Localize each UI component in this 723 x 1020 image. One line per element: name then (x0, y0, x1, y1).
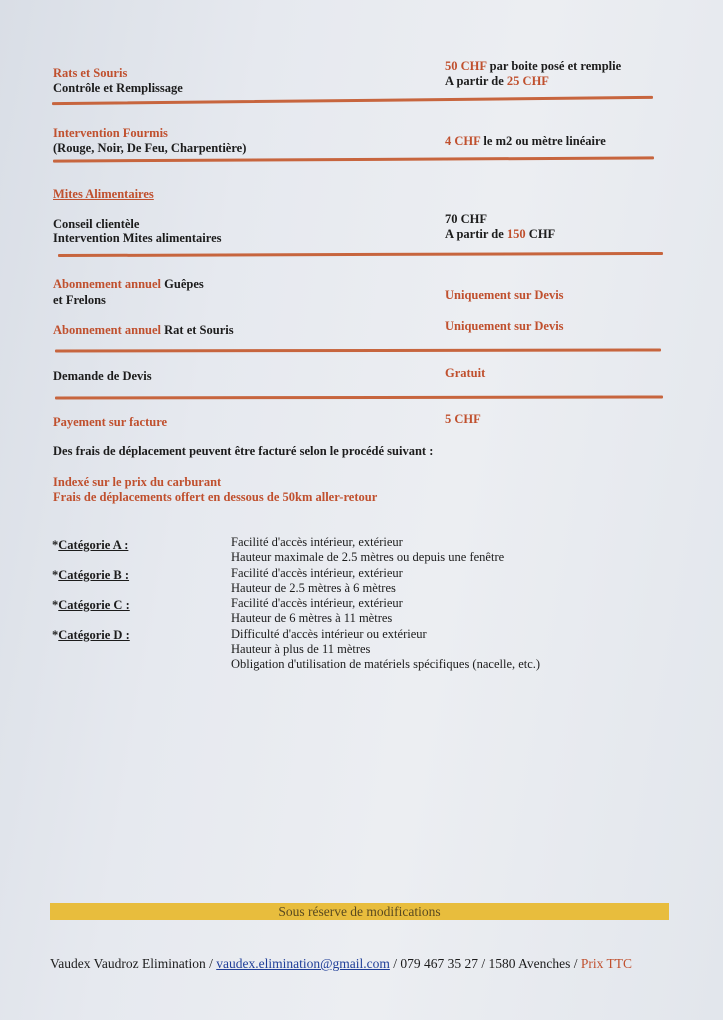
category-name: Catégorie D : (58, 628, 130, 642)
category-line: Difficulté d'accès intérieur ou extérieur (231, 627, 427, 641)
devis-price: Gratuit (445, 366, 486, 380)
mites-price2-suffix: CHF (528, 227, 556, 241)
divider-rule (52, 96, 653, 105)
rats-price-line1 (445, 59, 621, 74)
abonnement2-line (53, 323, 234, 338)
divider-rule (53, 156, 654, 162)
abonnement2-prefix: Abonnement annuel (53, 323, 162, 337)
abonnement2-price: Uniquement sur Devis (445, 319, 564, 333)
category-name: Catégorie A : (58, 538, 129, 552)
abonnement1-line2: et Frelons (53, 293, 106, 307)
rats-price-line2 (445, 74, 549, 89)
rats-title: Rats et Souris (53, 66, 128, 80)
abonnement2-label: Rat et Souris (164, 323, 234, 337)
rats-subtitle: Contrôle et Remplissage (53, 81, 183, 95)
divider-rule (55, 395, 663, 399)
rats-price2-value: 25 CHF (506, 74, 549, 88)
payement-label: Payement sur facture (53, 415, 168, 429)
divider-rule (58, 252, 663, 257)
rats-price1-text: par boite posé et remplie (489, 59, 622, 73)
category-line: Facilité d'accès intérieur, extérieur (231, 566, 403, 580)
category-c-label (52, 598, 130, 613)
rats-price2-prefix: A partir de (445, 74, 504, 88)
category-c-desc (231, 596, 403, 626)
category-star: * (52, 628, 59, 642)
mites-price2-value: 150 (506, 227, 526, 241)
category-b-desc (231, 566, 403, 596)
category-line: Hauteur maximale de 2.5 mètres ou depuis une fenêtre (231, 550, 505, 564)
frais-note: Des frais de déplacement peuvent être facturé selon le procédé suivant : (53, 444, 434, 458)
mites-title: Mites Alimentaires (53, 187, 154, 201)
category-d-label (52, 628, 130, 643)
category-name: Catégorie B : (58, 568, 130, 582)
mites-price1: 70 CHF (445, 212, 488, 226)
payement-price: 5 CHF (445, 412, 481, 426)
frais-note-red1: Indexé sur le prix du carburant (53, 475, 222, 489)
category-line: Hauteur de 2.5 mètres à 6 mètres (231, 581, 396, 595)
mites-price2-prefix: A partir de (445, 227, 504, 241)
fourmis-subtitle: (Rouge, Noir, De Feu, Charpentière) (53, 141, 247, 155)
fourmis-title: Intervention Fourmis (53, 126, 168, 140)
fourmis-price-value: 4 CHF (445, 134, 481, 148)
category-a-desc (231, 535, 504, 565)
category-line: Hauteur à plus de 11 mètres (231, 642, 371, 656)
mites-line1: Conseil clientèle (53, 217, 140, 231)
rats-price1-value: 50 CHF (445, 59, 487, 73)
category-line: Facilité d'accès intérieur, extérieur (231, 596, 403, 610)
category-line: Hauteur de 6 mètres à 11 mètres (231, 611, 393, 625)
category-star: * (52, 568, 59, 582)
abonnement1-label: Guêpes (164, 277, 204, 291)
reserve-banner: Sous réserve de modifications (50, 903, 669, 920)
footer-prix: Prix TTC (580, 956, 632, 971)
category-star: * (52, 538, 59, 552)
mites-line2: Intervention Mites alimentaires (53, 231, 222, 245)
category-a-label (52, 538, 128, 553)
divider-rule (55, 348, 661, 352)
category-b-label (52, 568, 129, 583)
footer-contact: / 079 467 35 27 / 1580 Avenches / (393, 956, 578, 971)
frais-note-red2: Frais de déplacements offert en dessous de 50km aller-retour (53, 490, 378, 504)
category-star: * (52, 598, 59, 612)
category-name: Catégorie C : (58, 598, 130, 612)
category-line: Obligation d'utilisation de matériels spécifiques (nacelle, etc.) (231, 657, 541, 671)
devis-label: Demande de Devis (53, 369, 152, 383)
footer-email-link[interactable]: vaudex.elimination@gmail.com (216, 956, 390, 971)
footer (50, 956, 632, 972)
fourmis-price-text: le m2 ou mètre linéaire (483, 134, 606, 148)
category-d-desc (231, 627, 540, 672)
abonnement1-prefix: Abonnement annuel (53, 277, 162, 291)
mites-price2 (445, 227, 555, 242)
abonnement1-line1 (53, 277, 204, 292)
category-line: Facilité d'accès intérieur, extérieur (231, 535, 403, 549)
abonnement1-price: Uniquement sur Devis (445, 288, 564, 302)
fourmis-price (445, 134, 606, 149)
footer-company: Vaudex Vaudroz Elimination / (50, 956, 213, 971)
